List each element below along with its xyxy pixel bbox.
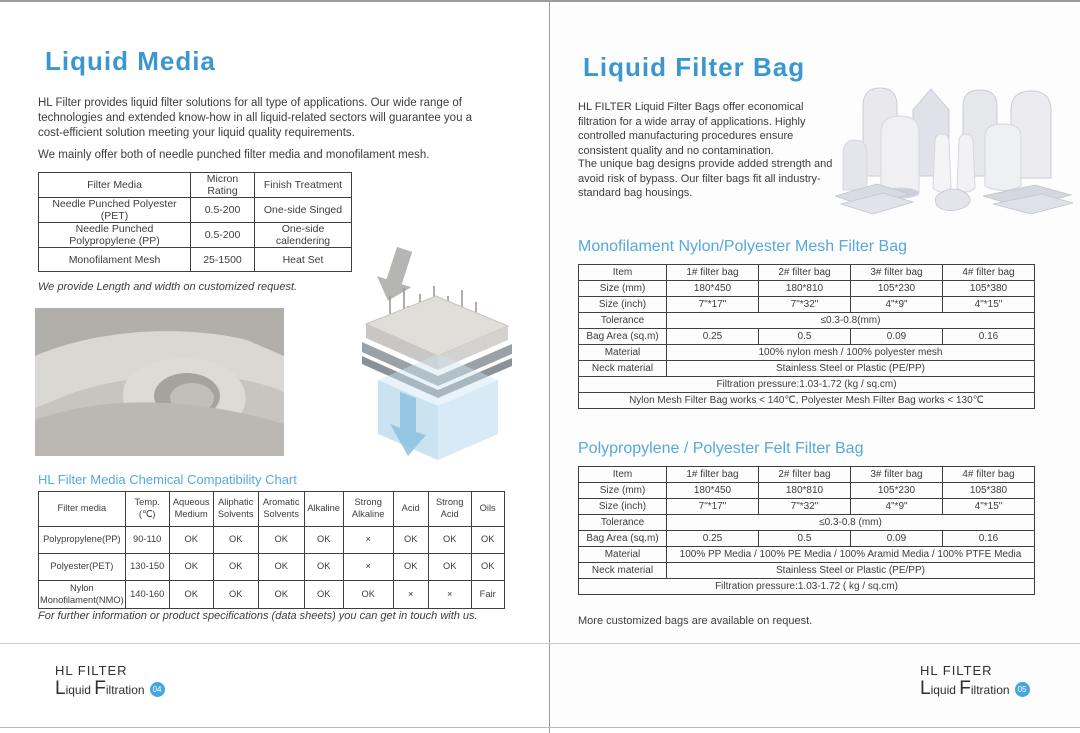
header-cell: Temp.(℃) [125, 492, 169, 527]
cell: 0.16 [943, 329, 1035, 345]
cell: 180*450 [667, 281, 759, 297]
cell: Neck material [579, 361, 667, 377]
header-cell: Finish Treatment [255, 173, 352, 198]
header-cell: 2# filter bag [759, 265, 851, 281]
cell: 180*810 [759, 483, 851, 499]
cell: 4"*15" [943, 297, 1035, 313]
cell: 90-110 [125, 527, 169, 554]
page-number-badge: 05 [1015, 682, 1030, 697]
tagline-liquid: iquid [930, 683, 960, 697]
cell: Needle Punched Polyester (PET) [39, 198, 191, 223]
cell: 180*810 [759, 281, 851, 297]
table-row [579, 393, 1035, 409]
cell: 0.09 [851, 531, 943, 547]
cell: Size (inch) [579, 499, 667, 515]
cell: × [393, 581, 428, 609]
cell: OK [471, 554, 504, 581]
customized-request-note: We provide Length and width on customized request. [38, 281, 298, 293]
cell: OK [213, 581, 258, 609]
chemical-compatibility-table [38, 491, 505, 609]
header-cell: 1# filter bag [667, 265, 759, 281]
cell: Needle Punched Polypropylene (PP) [39, 223, 191, 248]
cell: 180*450 [667, 483, 759, 499]
cell: Size (mm) [579, 281, 667, 297]
cell: OK [169, 554, 213, 581]
tagline-filtration: iltration [105, 683, 145, 697]
cell: OK [304, 554, 343, 581]
header-cell: 4# filter bag [943, 265, 1035, 281]
table-row [579, 579, 1035, 595]
cell: OK [258, 554, 304, 581]
header-cell: 2# filter bag [759, 467, 851, 483]
brand-name: HL FILTER [920, 663, 993, 678]
cell: Filtration pressure:1.03-1.72 ( kg / sq.cm) [579, 579, 1035, 595]
cell: Size (inch) [579, 297, 667, 313]
brand-name: HL FILTER [55, 663, 128, 678]
mesh-bag-section-title: Monofilament Nylon/Polyester Mesh Filter Bag [578, 238, 908, 255]
header-cell: Aromatic Solvents [258, 492, 304, 527]
cell: Fair [471, 581, 504, 609]
cell: 140-160 [125, 581, 169, 609]
cell: Bag Area (sq.m) [579, 531, 667, 547]
cell: Polypropylene(PP) [39, 527, 126, 554]
page-bottom-edge [0, 727, 1080, 728]
cell: OK [428, 554, 471, 581]
cell: Material [579, 547, 667, 563]
cell: OK [393, 527, 428, 554]
table-row [579, 563, 1035, 579]
header-cell: 3# filter bag [851, 467, 943, 483]
more-bags-note: More customized bags are available on request. [578, 615, 813, 627]
cell: 0.16 [943, 531, 1035, 547]
filter-media-table [38, 172, 352, 272]
header-cell: Aliphatic Solvents [213, 492, 258, 527]
cell: OK [343, 581, 393, 609]
table-row [39, 248, 352, 272]
left-page-title: Liquid Media [45, 46, 216, 76]
cell: OK [304, 527, 343, 554]
table-row [579, 547, 1035, 563]
table-row [579, 345, 1035, 361]
cell: 105*380 [943, 281, 1035, 297]
cell: 100% nylon mesh / 100% polyester mesh [667, 345, 1035, 361]
header-cell: 4# filter bag [943, 467, 1035, 483]
cell: Bag Area (sq.m) [579, 329, 667, 345]
cell: 0.25 [667, 329, 759, 345]
mesh-filter-bag-table [578, 264, 1035, 409]
table-row [39, 527, 505, 554]
table-row [579, 329, 1035, 345]
cell: 105*380 [943, 483, 1035, 499]
cell: OK [393, 554, 428, 581]
table-row [39, 223, 352, 248]
left-page-footer [55, 663, 165, 700]
cell: 0.5-200 [191, 198, 255, 223]
table-row [579, 531, 1035, 547]
tagline-cap-l: L [920, 678, 931, 699]
cell: Polyester(PET) [39, 554, 126, 581]
cell: Heat Set [255, 248, 352, 272]
cell: 0.5-200 [191, 223, 255, 248]
cell: 4"*15" [943, 499, 1035, 515]
cell: OK [169, 581, 213, 609]
table-row [579, 361, 1035, 377]
cell: Filtration pressure:1.03-1.72 (kg / sq.cm) [579, 377, 1035, 393]
table-row [39, 198, 352, 223]
cell: 7"*32" [759, 297, 851, 313]
cell: 0.09 [851, 329, 943, 345]
table-row [579, 483, 1035, 499]
cell: Nylon Monofilament(NMO) [39, 581, 126, 609]
cell: One-side Singed [255, 198, 352, 223]
page-number-badge: 04 [150, 682, 165, 697]
cell: OK [213, 527, 258, 554]
cell: Neck material [579, 563, 667, 579]
table-header-row [579, 467, 1035, 483]
footer-rule [0, 643, 1080, 644]
header-cell: 3# filter bag [851, 265, 943, 281]
header-cell: Oils [471, 492, 504, 527]
cell: Monofilament Mesh [39, 248, 191, 272]
felt-filter-bag-table [578, 466, 1035, 595]
right-page-footer [920, 663, 1030, 700]
cell: Stainless Steel or Plastic (PE/PP) [667, 563, 1035, 579]
cell: Stainless Steel or Plastic (PE/PP) [667, 361, 1035, 377]
left-intro-paragraph-2: We mainly offer both of needle punched filter media and monofilament mesh. [38, 149, 430, 161]
contact-note: For further information or product specifications (data sheets) you can get in touch with us. [38, 610, 478, 622]
table-row [579, 377, 1035, 393]
table-row [579, 515, 1035, 531]
cell: 105*230 [851, 281, 943, 297]
table-row [579, 297, 1035, 313]
cell: × [343, 527, 393, 554]
cell: ≤0.3-0.8(mm) [667, 313, 1035, 329]
brand-tagline [55, 678, 165, 700]
header-cell: Strong Acid [428, 492, 471, 527]
filter-bags-product-photo [835, 76, 1073, 216]
cell: 7"*17" [667, 499, 759, 515]
tagline-cap-f: F [959, 678, 971, 699]
cell: OK [304, 581, 343, 609]
header-cell: Filter media [39, 492, 126, 527]
cell: Size (mm) [579, 483, 667, 499]
cell: 7"*32" [759, 499, 851, 515]
header-cell: Aqueous Medium [169, 492, 213, 527]
right-page-title: Liquid Filter Bag [583, 52, 806, 82]
cell: 0.25 [667, 531, 759, 547]
compatibility-chart-title: HL Filter Media Chemical Compatibility Chart [38, 472, 297, 487]
header-cell: Alkaline [304, 492, 343, 527]
cell: OK [213, 554, 258, 581]
cell: 25-1500 [191, 248, 255, 272]
cell: × [428, 581, 471, 609]
table-header-row [579, 265, 1035, 281]
cell: Tolerance [579, 515, 667, 531]
table-header-row [39, 492, 505, 527]
filter-media-roll-photo [35, 308, 284, 456]
header-cell: Strong Alkaline [343, 492, 393, 527]
cell: 105*230 [851, 483, 943, 499]
header-cell: Acid [393, 492, 428, 527]
right-intro-paragraph-2: The unique bag designs provide added strength and avoid risk of bypass. Our filter bags fit all industry-standard bag housings. [578, 158, 833, 200]
right-intro-paragraph-1: HL FILTER Liquid Filter Bags offer economical filtration for a wide array of applications. Highly controlled manufacturing procedures ensure consistent quality and no contamination. [578, 101, 806, 157]
tagline-liquid: iquid [65, 683, 95, 697]
cell: Material [579, 345, 667, 361]
needle-punch-process-render [338, 246, 514, 464]
cell: × [343, 554, 393, 581]
page-center-divider [549, 0, 550, 733]
header-cell: Micron Rating [191, 173, 255, 198]
header-cell: Item [579, 467, 667, 483]
table-row [579, 313, 1035, 329]
tagline-filtration: iltration [970, 683, 1010, 697]
header-cell: 1# filter bag [667, 467, 759, 483]
cell: ≤0.3-0.8 (mm) [667, 515, 1035, 531]
cell: 0.5 [759, 329, 851, 345]
cell: OK [258, 527, 304, 554]
left-intro-paragraph-1: HL Filter provides liquid filter solutions for all type of applications. Our wide range of technologies and extended know-how in all liquid-related sectors will guarantee you a cost-efficient solution meeting your liquid quality requirements. [38, 97, 473, 140]
cell: 0.5 [759, 531, 851, 547]
cell: Nylon Mesh Filter Bag works < 140℃, Polyester Mesh Filter Bag works < 130℃ [579, 393, 1035, 409]
cell: One-side calendering [255, 223, 352, 248]
table-row [39, 581, 505, 609]
cell: 7"*17" [667, 297, 759, 313]
header-cell: Item [579, 265, 667, 281]
felt-bag-section-title: Polypropylene / Polyester Felt Filter Bag [578, 440, 864, 457]
brand-tagline [920, 678, 1030, 700]
cell: Tolerance [579, 313, 667, 329]
cell: 4"*9" [851, 499, 943, 515]
cell: OK [169, 527, 213, 554]
table-row [39, 554, 505, 581]
cell: OK [258, 581, 304, 609]
table-header-row [39, 173, 352, 198]
cell: OK [428, 527, 471, 554]
table-row [579, 499, 1035, 515]
cell: OK [471, 527, 504, 554]
cell: 4"*9" [851, 297, 943, 313]
header-cell: Filter Media [39, 173, 191, 198]
cell: 130-150 [125, 554, 169, 581]
tagline-cap-l: L [55, 678, 66, 699]
cell: 100% PP Media / 100% PE Media / 100% Aramid Media / 100% PTFE Media [667, 547, 1035, 563]
tagline-cap-f: F [94, 678, 106, 699]
table-row [579, 281, 1035, 297]
